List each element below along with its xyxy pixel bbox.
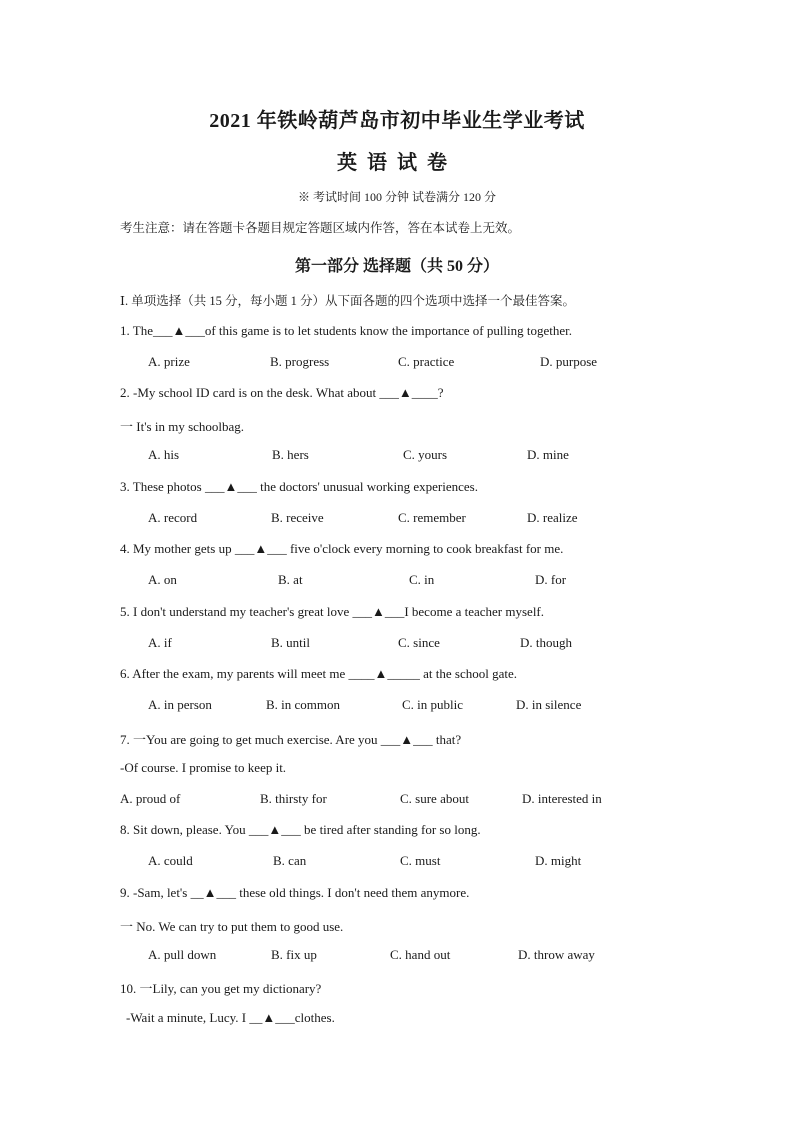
question-5-option-a: A. if: [148, 635, 172, 650]
exam-title: 2021 年铁岭葫芦岛市初中毕业生学业考试: [209, 110, 585, 132]
question-8-option-b: B. can: [273, 853, 307, 868]
question-9-line-2: 一 No. We can try to put them to good use.: [120, 919, 344, 934]
exam-subtitle: 英语试卷: [337, 152, 457, 174]
question-10-line-1: 10. 一Lily, can you get my dictionary?: [120, 981, 322, 996]
question-7-option-d: D. interested in: [522, 791, 602, 806]
question-8-option-a: A. could: [148, 853, 193, 868]
question-1-option-b: B. progress: [270, 354, 330, 369]
question-10-line-2: -Wait a minute, Lucy. I __▲___clothes.: [126, 1010, 335, 1025]
question-2-line-1: 2. -My school ID card is on the desk. What about ___▲____?: [120, 385, 444, 400]
question-5-option-b: B. until: [271, 635, 311, 650]
question-3-option-c: C. remember: [398, 510, 466, 525]
question-5-line-1: 5. I don't understand my teacher's great love ___▲___I become a teacher myself.: [120, 604, 545, 619]
question-9-line-1: 9. -Sam, let's __▲___ these old things. I don't need them anymore.: [120, 885, 470, 900]
question-6-option-d: D. in silence: [516, 697, 582, 712]
question-2-line-2: 一 It's in my schoolbag.: [120, 419, 245, 434]
section-title: 第一部分 选择题（共 50 分）: [294, 258, 499, 275]
question-6-option-b: B. in common: [266, 697, 341, 712]
question-4-option-b: B. at: [278, 572, 303, 587]
question-3-option-d: D. realize: [527, 510, 578, 525]
question-4-option-c: C. in: [409, 572, 435, 587]
question-3-line-1: 3. These photos ___▲___ the doctors' unusual working experiences.: [120, 479, 478, 494]
question-8-line-1: 8. Sit down, please. You ___▲___ be tired after standing for so long.: [120, 822, 481, 837]
question-3-option-b: B. receive: [271, 510, 324, 525]
exam-meta: ※ 考试时间 100 分钟 试卷满分 120 分: [297, 190, 496, 204]
question-7-option-c: C. sure about: [400, 791, 469, 806]
question-2-option-a: A. his: [148, 447, 180, 462]
question-7-line-2: -Of course. I promise to keep it.: [120, 760, 287, 775]
question-4-option-a: A. on: [148, 572, 177, 587]
question-3-option-a: A. record: [148, 510, 198, 525]
question-9-option-a: A. pull down: [148, 947, 217, 962]
question-5-option-d: D. though: [520, 635, 572, 650]
question-8-option-d: D. might: [535, 853, 582, 868]
question-7-option-b: B. thirsty for: [260, 791, 327, 806]
question-6-option-a: A. in person: [148, 697, 212, 712]
question-8-option-c: C. must: [400, 853, 441, 868]
section-instruction: Ⅰ. 单项选择（共 15 分，每小题 1 分）从下面各题的四个选项中选择一个最佳答案。: [120, 294, 575, 308]
question-5-option-c: C. since: [398, 635, 440, 650]
question-2-option-c: C. yours: [403, 447, 448, 462]
question-9-option-b: B. fix up: [271, 947, 317, 962]
question-1-line-1: 1. The___▲___of this game is to let students know the importance of pulling together.: [120, 323, 573, 338]
exam-notice: 考生注意：请在答题卡各题目规定答题区域内作答，答在本试卷上无效。: [120, 221, 521, 235]
question-6-line-1: 6. After the exam, my parents will meet me ____▲_____ at the school gate.: [120, 666, 517, 681]
question-2-option-b: B. hers: [272, 447, 309, 462]
question-7-option-a: A. proud of: [120, 791, 181, 806]
question-7-line-1: 7. 一You are going to get much exercise. Are you ___▲___ that?: [120, 732, 462, 747]
question-4-line-1: 4. My mother gets up ___▲___ five o'clock every morning to cook breakfast for me.: [120, 541, 564, 556]
question-9-option-c: C. hand out: [390, 947, 451, 962]
question-4-option-d: D. for: [535, 572, 567, 587]
question-1-option-a: A. prize: [148, 354, 190, 369]
question-6-option-c: C. in public: [402, 697, 464, 712]
question-2-option-d: D. mine: [527, 447, 569, 462]
question-1-option-d: D. purpose: [540, 354, 598, 369]
question-9-option-d: D. throw away: [518, 947, 595, 962]
question-1-option-c: C. practice: [398, 354, 455, 369]
